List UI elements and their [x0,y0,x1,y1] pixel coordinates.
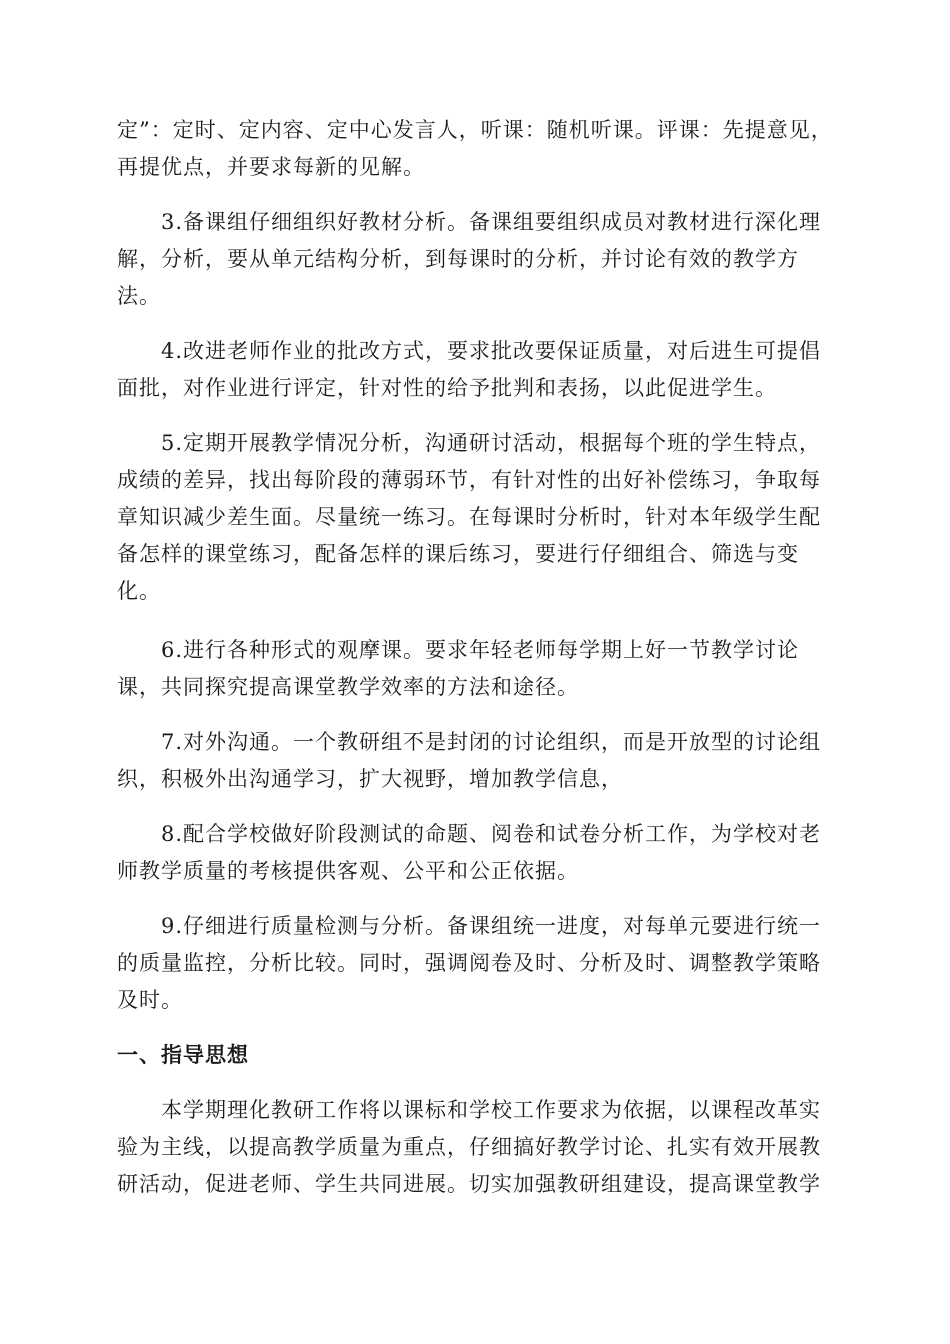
item-6-paragraph: 6.进行各种形式的观摩课。要求年轻老师每学期上好一节教学讨论课，共同探究提高课堂教学效率的方法和途径。 [117,638,800,699]
item-7-paragraph: 7.对外沟通。一个教研组不是封闭的讨论组织，而是开放型的讨论组织，积极外出沟通学习，扩大视野，增加教学信息， [117,730,822,791]
item-5-paragraph: 5.定期开展教学情况分析，沟通研讨活动，根据每个班的学生特点，成绩的差异，找出每阶段的薄弱环节，有针对性的出好补偿练习，争取每章知识减少差生面。尽量统一练习。在每课时分析时，针对本年级学生配备怎样的课堂练习，配备怎样的课后练习，要进行仔细组合、筛选与变化。 [117,431,822,603]
continuation-paragraph: 定”：定时、定内容、定中心发言人，听课：随机听课。评课：先提意见，再提优点，并要求每新的见解。 [117,118,833,179]
item-3-paragraph: 3.备课组仔细组织好教材分析。备课组要组织成员对教材进行深化理解，分析，要从单元结构分析，到每课时的分析，并讨论有效的教学方法。 [117,210,822,308]
section-heading: 一、指导思想 [117,1043,249,1067]
section-body-paragraph: 本学期理化教研工作将以课标和学校工作要求为依据，以课程改革实验为主线，以提高教学质量为重点，仔细搞好教学讨论、扎实有效开展教研活动，促进老师、学生共同进展。切实加强教研组建设，提高课堂教学 [117,1098,821,1196]
item-9-paragraph: 9.仔细进行质量检测与分析。备课组统一进度，对每单元要进行统一的质量监控，分析比较。同时，强调阅卷及时、分析及时、调整教学策略及时。 [117,914,822,1012]
item-4-paragraph: 4.改进老师作业的批改方式，要求批改要保证质量，对后进生可提倡面批，对作业进行评定，针对性的给予批判和表扬，以此促进学生。 [117,339,822,400]
item-8-paragraph: 8.配合学校做好阶段测试的命题、阅卷和试卷分析工作，为学校对老师教学质量的考核提供客观、公平和公正依据。 [117,822,822,883]
